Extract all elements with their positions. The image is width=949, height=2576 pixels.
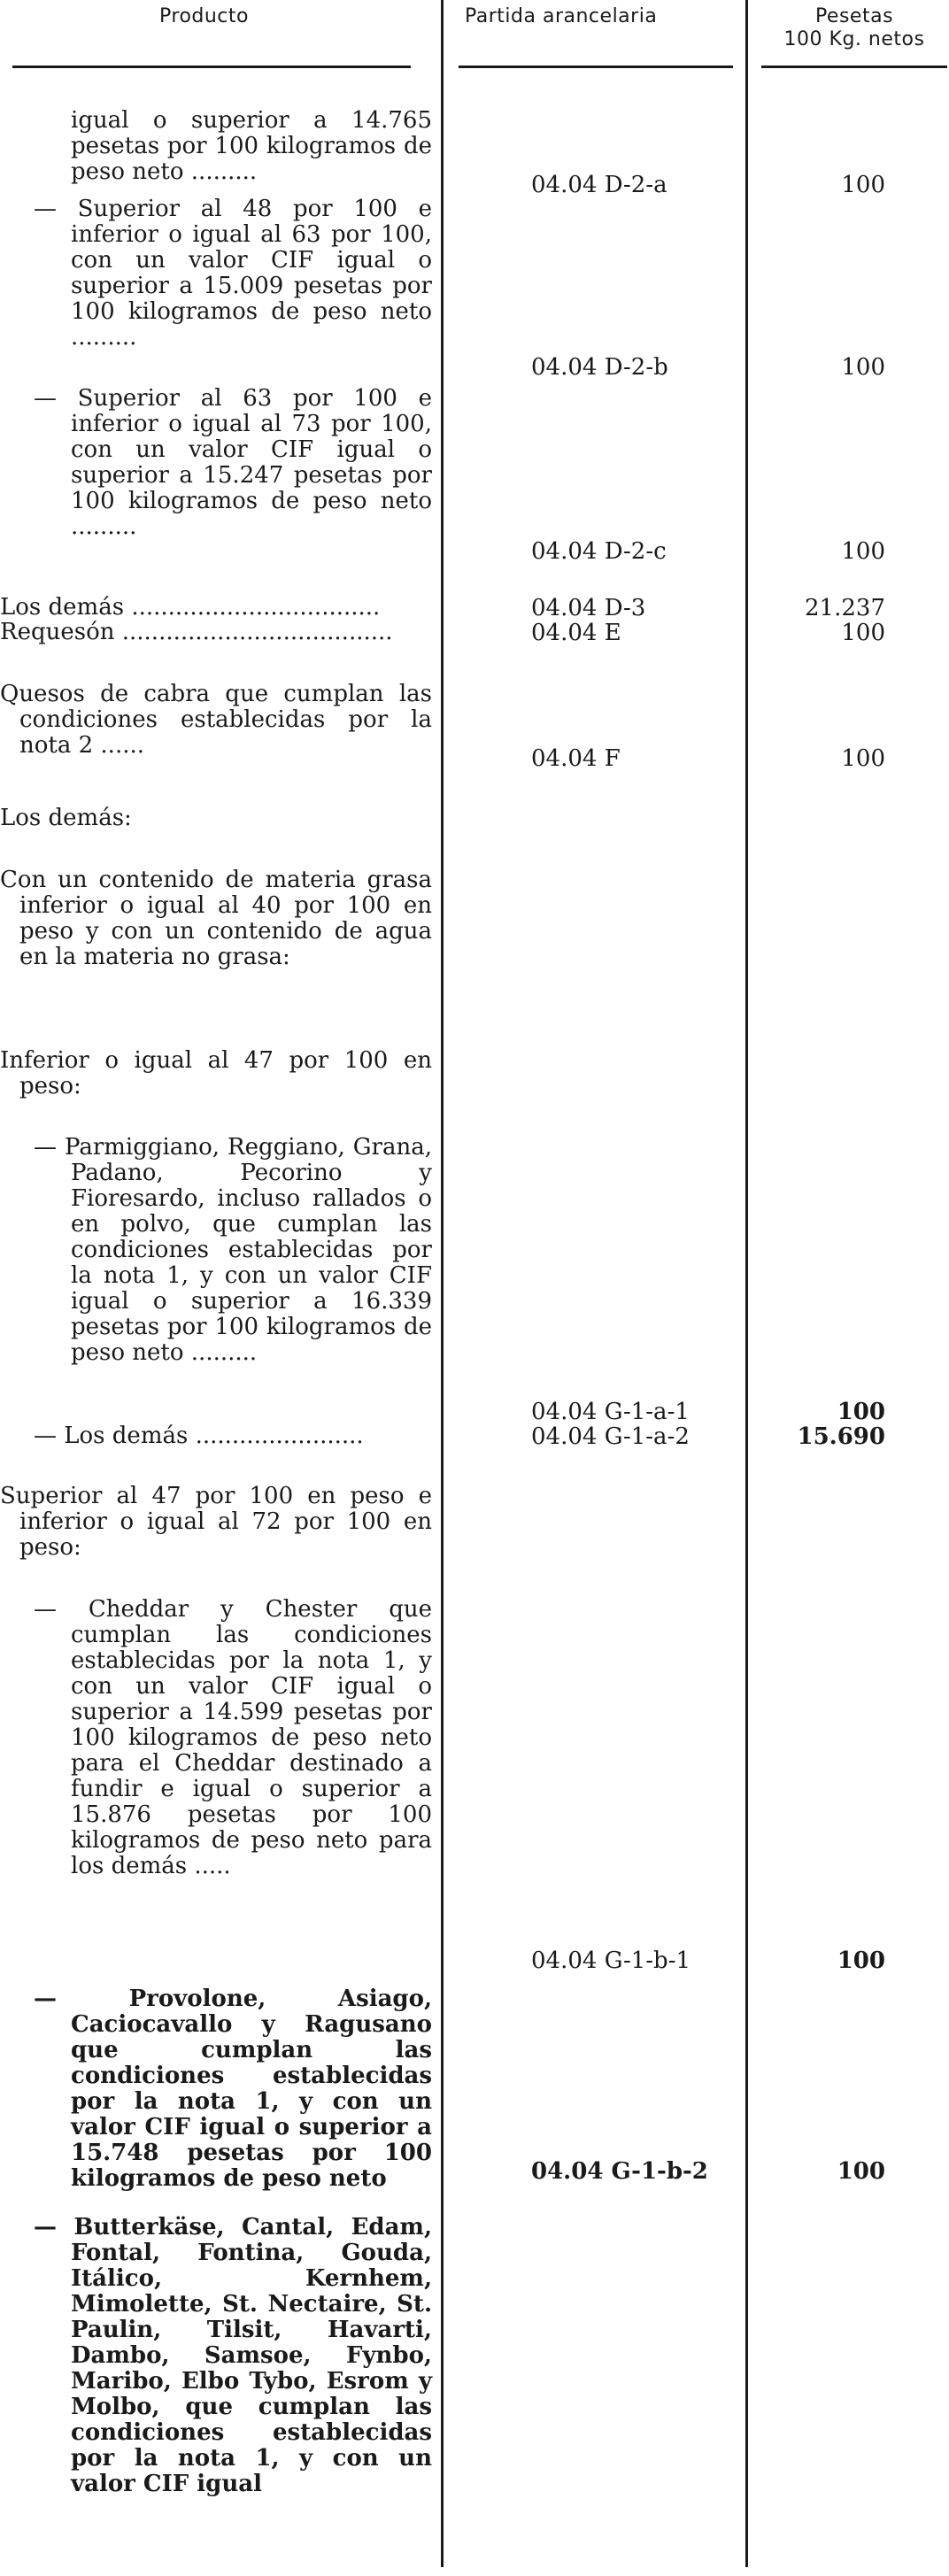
product-entry bbox=[0, 386, 432, 540]
tariff-value: 100 bbox=[837, 1399, 885, 1425]
product-text: — Butterkäse, Cantal, Edam, Fontal, Fontina, Gouda, Itálico, Kernhem, Mimolette, St. Nectaire, St. Paulin, Tilsit, Havarti, Dambo, Samsoe, Fynbo, Maribo, Elbo Tybo, Esrom y Molbo, que cumplan las condiciones establecidas por la nota 1, y con un valor CIF igual bbox=[34, 2214, 432, 2497]
tariff-code: 04.04 G-1-a-1 bbox=[531, 1399, 690, 1425]
tariff-code: 04.04 G-1-b-2 bbox=[531, 2158, 708, 2185]
product-entry bbox=[0, 682, 432, 759]
header-rule-partida bbox=[459, 66, 733, 68]
header-partida: Partida arancelaria bbox=[465, 5, 658, 27]
product-entry bbox=[0, 197, 432, 351]
section-heading bbox=[0, 1048, 432, 1099]
header-rule-pesetas bbox=[761, 66, 947, 68]
product-text: — Provolone, Asiago, Caciocavallo y Ragusano que cumplan las condiciones establecidas por la nota 1, y con un valor CIF igual o superior a 15.748 pesetas por 100 kilogramos de peso neto bbox=[34, 1986, 432, 2192]
product-entry bbox=[0, 1135, 432, 1366]
tariff-code: 04.04 G-1-a-2 bbox=[531, 1423, 690, 1450]
product-text: Con un contenido de materia grasa inferior o igual al 40 por 100 en peso y con un contenido de agua en la materia no grasa: bbox=[0, 867, 432, 970]
tariff-value: 21.237 bbox=[805, 595, 885, 621]
section-heading bbox=[0, 868, 432, 970]
tariff-value: 100 bbox=[841, 745, 885, 772]
tariff-value: 100 bbox=[841, 538, 885, 565]
header-pesetas-line1: Pesetas bbox=[814, 5, 894, 27]
tariff-code: 04.04 D-2-a bbox=[531, 172, 667, 198]
tariff-code: 04.04 D-2-c bbox=[531, 538, 667, 565]
product-text: Requesón ..................................... bbox=[0, 619, 393, 645]
product-text: Superior al 47 por 100 en peso e inferior o igual al 72 por 100 en peso: bbox=[0, 1483, 432, 1561]
tariff-value: 100 bbox=[841, 354, 885, 381]
product-text: — Parmiggiano, Reggiano, Grana, Padano, Pecorino y Fioresardo, incluso rallados o en polvo, que cumplan las condiciones establecidas por la nota 1, y con un valor CIF igual o superior a 16.339 pesetas por 100 kilogramos de peso neto ......... bbox=[34, 1134, 432, 1366]
product-text: Los demás: bbox=[0, 805, 132, 831]
product-entry bbox=[0, 1423, 432, 1449]
product-text: — Superior al 48 por 100 e inferior o igual al 63 por 100, con un valor CIF igual o superior a 15.009 pesetas por 100 kilogramos de peso neto ......... bbox=[34, 196, 432, 351]
product-text: — Superior al 63 por 100 e inferior o igual al 73 por 100, con un valor CIF igual o superior a 15.247 pesetas por 100 kilogramos de peso neto ......... bbox=[34, 385, 432, 540]
tariff-value: 100 bbox=[841, 620, 885, 646]
product-entry bbox=[0, 2215, 432, 2497]
tariff-code: 04.04 G-1-b-1 bbox=[531, 1947, 691, 1974]
header-rule-producto bbox=[12, 66, 411, 68]
tariff-value: 100 bbox=[841, 172, 885, 198]
product-text: Inferior o igual al 47 por 100 en peso: bbox=[0, 1047, 432, 1099]
column-divider-left bbox=[441, 0, 444, 2567]
tariff-code: 04.04 E bbox=[531, 620, 621, 646]
product-entry bbox=[0, 1597, 432, 1879]
header-pesetas-line2: 100 Kg. netos bbox=[783, 28, 925, 50]
tariff-code: 04.04 D-3 bbox=[531, 595, 646, 621]
section-heading bbox=[0, 806, 432, 831]
product-text: Quesos de cabra que cumplan las condiciones establecidas por la nota 2 ...... bbox=[0, 681, 432, 759]
product-text: — Los demás ....................... bbox=[34, 1423, 364, 1449]
header-producto: Producto bbox=[159, 5, 249, 27]
product-entry bbox=[0, 108, 432, 185]
tariff-code: 04.04 F bbox=[531, 745, 621, 772]
product-text: Los demás .................................. bbox=[0, 594, 381, 621]
column-divider-right bbox=[745, 0, 748, 2567]
product-text: igual o superior a 14.765 pesetas por 100 kilogramos de peso neto ......... bbox=[71, 107, 432, 185]
tariff-value: 100 bbox=[837, 2158, 885, 2185]
tariff-code: 04.04 D-2-b bbox=[531, 354, 668, 381]
tariff-value: 15.690 bbox=[797, 1423, 885, 1450]
product-text: — Cheddar y Chester que cumplan las condiciones establecidas por la nota 1, y con un valor CIF igual o superior a 14.599 pesetas por 100 kilogramos de peso neto para el Cheddar destinado a fundir e igual o superior a 15.876 pesetas por 100 kilogramos de peso neto para los demás ..... bbox=[34, 1596, 432, 1879]
tariff-value: 100 bbox=[837, 1947, 885, 1974]
product-entry bbox=[0, 595, 432, 621]
header-pesetas bbox=[761, 5, 947, 51]
product-entry bbox=[0, 1986, 432, 2192]
section-heading bbox=[0, 1484, 432, 1561]
product-entry bbox=[0, 620, 432, 645]
